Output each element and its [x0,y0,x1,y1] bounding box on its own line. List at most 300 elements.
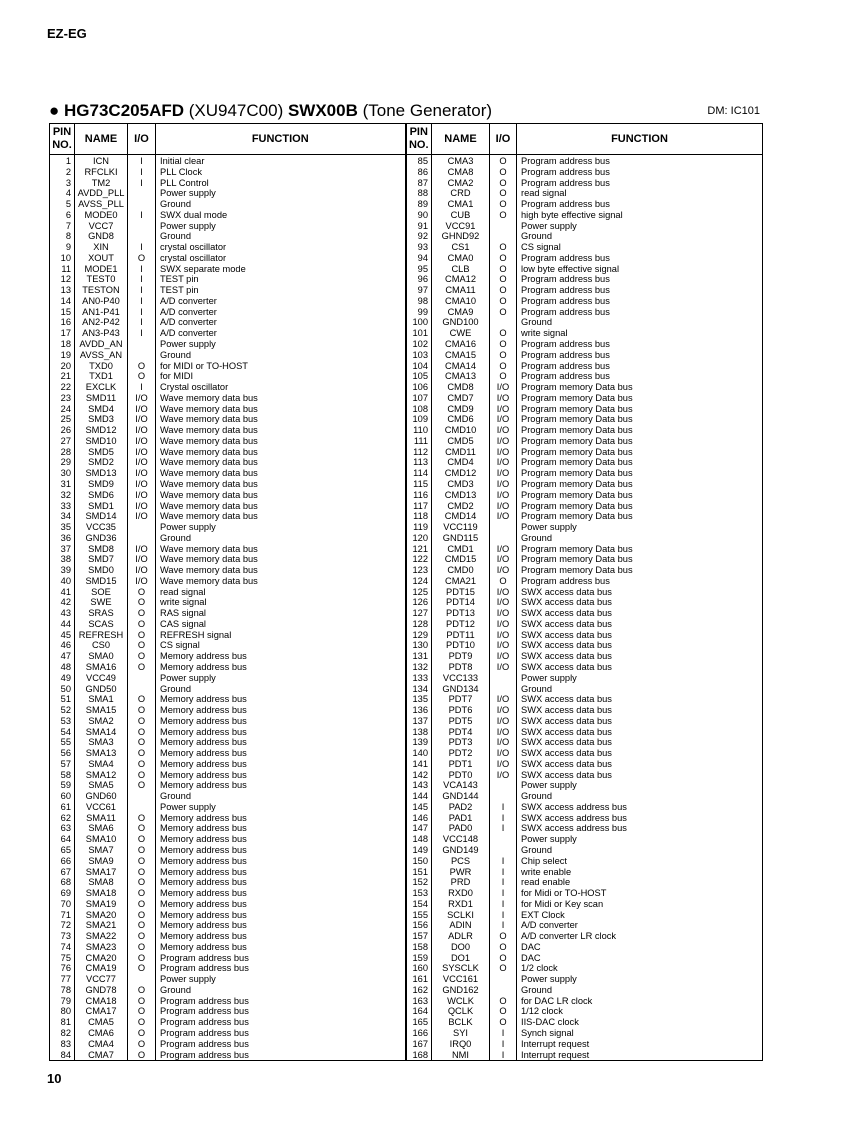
pin-function: SWX access address bus [517,813,763,824]
pin-io: I [490,1039,517,1050]
pin-io: O [490,210,517,221]
pin-number: 72 [50,920,75,931]
pin-number: 125 [406,587,432,598]
table-row [50,823,763,834]
pin-name: CRD [432,188,490,199]
table-row [50,554,763,565]
pin-number: 74 [50,942,75,953]
pin-number: 126 [406,597,432,608]
pin-function: PLL Clock [156,167,406,178]
pin-io: I/O [490,468,517,479]
pin-function: write signal [517,328,763,339]
pin-name: CMA14 [432,361,490,372]
col-name-header: NAME [75,124,128,155]
pin-io: I/O [490,382,517,393]
pin-function: Program address bus [517,274,763,285]
pin-name: CMA20 [75,953,128,964]
pin-name: SMD10 [75,436,128,447]
pin-io: I/O [490,404,517,415]
pin-name: SMA3 [75,737,128,748]
table-row [50,748,763,759]
pin-name: CMA13 [432,371,490,382]
pin-function: Memory address bus [156,845,406,856]
pin-name: VCC77 [75,974,128,985]
table-row [50,694,763,705]
col-io-header: I/O [128,124,156,155]
pin-name: SMD9 [75,479,128,490]
pin-function: Ground [517,231,763,242]
pin-name: AN2-P42 [75,317,128,328]
pin-number: 117 [406,501,432,512]
pin-io: I/O [490,759,517,770]
pin-io: I [490,1028,517,1039]
pin-name: PDT10 [432,640,490,651]
pin-name: NMI [432,1050,490,1061]
pin-number: 10 [50,253,75,264]
pin-io: I/O [490,490,517,501]
pin-name: DO1 [432,953,490,964]
table-row [50,221,763,232]
table-row [50,361,763,372]
pin-function: Memory address bus [156,694,406,705]
pin-name: MODE0 [75,210,128,221]
pin-name: CMD10 [432,425,490,436]
pin-number: 149 [406,845,432,856]
pin-function: Power supply [517,221,763,232]
pin-number: 163 [406,996,432,1007]
pin-name: CMA9 [432,307,490,318]
pin-function: SWX separate mode [156,264,406,275]
pin-number: 151 [406,867,432,878]
section-title-bar [49,101,762,123]
pin-io: O [490,339,517,350]
pin-number: 33 [50,501,75,512]
pin-name: CMA15 [432,350,490,361]
pin-function: SWX access data bus [517,748,763,759]
table-row [50,856,763,867]
pin-name: CWE [432,328,490,339]
pin-io: I/O [490,770,517,781]
pin-number: 52 [50,705,75,716]
pin-io [490,221,517,232]
pin-io: O [128,867,156,878]
pin-io: I/O [128,576,156,587]
pin-number: 30 [50,468,75,479]
pin-name: VCC91 [432,221,490,232]
table-row [50,770,763,781]
pin-name: CMA21 [432,576,490,587]
pin-function: Program address bus [517,307,763,318]
pin-io: O [128,845,156,856]
pin-function: A/D converter [156,328,406,339]
bullet: ● [49,101,60,120]
pin-function: Program address bus [517,155,763,167]
pin-name: SMA1 [75,694,128,705]
table-row [50,155,763,167]
pin-function: Power supply [156,802,406,813]
pin-name: CUB [432,210,490,221]
pin-io: I/O [128,425,156,436]
pin-io: I/O [490,393,517,404]
pin-function: SWX access data bus [517,737,763,748]
pin-number: 11 [50,264,75,275]
pin-function: CS signal [156,640,406,651]
pin-name: SMA7 [75,845,128,856]
pin-io: O [490,576,517,587]
pin-name: SYSCLK [432,963,490,974]
pin-function: Program memory Data bus [517,382,763,393]
pin-function: SWX access data bus [517,770,763,781]
pin-number: 39 [50,565,75,576]
pin-io: I/O [128,404,156,415]
table-row [50,382,763,393]
pin-number: 13 [50,285,75,296]
pin-number: 91 [406,221,432,232]
pin-io: O [128,716,156,727]
pin-function: A/D converter [517,920,763,931]
pin-number: 102 [406,339,432,350]
pin-number: 164 [406,1006,432,1017]
pin-number: 57 [50,759,75,770]
pin-name: SCAS [75,619,128,630]
table-row [50,457,763,468]
col-pin-header-2: PIN NO. [406,124,432,155]
pin-name: VCC161 [432,974,490,985]
pin-io [128,231,156,242]
pin-function: Memory address bus [156,716,406,727]
pin-io: I [490,1050,517,1061]
pin-function: Ground [156,533,406,544]
pin-function: Memory address bus [156,867,406,878]
pin-function: Memory address bus [156,770,406,781]
pin-io: O [490,328,517,339]
pin-io: I/O [490,662,517,673]
pin-io [128,339,156,350]
pin-name: SMA17 [75,867,128,878]
pin-io: I [490,899,517,910]
pin-number: 109 [406,414,432,425]
pin-io [490,780,517,791]
pin-number: 121 [406,544,432,555]
pin-function: Memory address bus [156,877,406,888]
pin-name: SMA12 [75,770,128,781]
pin-function: Wave memory data bus [156,393,406,404]
pin-io [490,684,517,695]
pin-number: 15 [50,307,75,318]
pin-function: Wave memory data bus [156,425,406,436]
table-row [50,404,763,415]
pin-name: SCLKI [432,910,490,921]
pin-io: I [128,382,156,393]
pin-number: 45 [50,630,75,641]
pin-number: 79 [50,996,75,1007]
pin-number: 120 [406,533,432,544]
pin-io: O [490,371,517,382]
pin-name: SMD3 [75,414,128,425]
pin-name: GND162 [432,985,490,996]
pin-function: SWX access data bus [517,727,763,738]
pin-number: 19 [50,350,75,361]
table-row [50,328,763,339]
pin-io: O [128,1017,156,1028]
pin-number: 139 [406,737,432,748]
pin-function: Program address bus [517,576,763,587]
pin-io: O [490,199,517,210]
pin-name: DO0 [432,942,490,953]
pin-io [128,533,156,544]
pin-number: 136 [406,705,432,716]
pin-name: SMD6 [75,490,128,501]
table-row [50,1039,763,1050]
page-header: EZ-EG [47,26,87,41]
pin-io: O [128,920,156,931]
pin-name: PDT8 [432,662,490,673]
table-row [50,587,763,598]
pin-io: I/O [128,565,156,576]
pin-number: 37 [50,544,75,555]
pin-number: 92 [406,231,432,242]
pin-number: 115 [406,479,432,490]
pin-function: Power supply [156,673,406,684]
pin-io: I [128,264,156,275]
pin-io: O [128,856,156,867]
pin-name: VCC61 [75,802,128,813]
table-row [50,296,763,307]
pin-name: SMA0 [75,651,128,662]
pin-function: Power supply [517,834,763,845]
table-row [50,544,763,555]
pin-function: Wave memory data bus [156,414,406,425]
pin-function: Wave memory data bus [156,511,406,522]
pin-number: 156 [406,920,432,931]
pin-function: SWX access address bus [517,823,763,834]
pin-name: PDT3 [432,737,490,748]
pin-io: O [490,942,517,953]
pin-number: 98 [406,296,432,307]
pin-name: RFCLKI [75,167,128,178]
table-row [50,253,763,264]
pin-name: TESTON [75,285,128,296]
pin-name: PDT11 [432,630,490,641]
pin-io: I/O [128,490,156,501]
pin-number: 159 [406,953,432,964]
table-row [50,231,763,242]
pin-name: CMD8 [432,382,490,393]
pin-io: O [490,188,517,199]
pin-io [490,673,517,684]
pin-function: Ground [156,985,406,996]
pin-number: 16 [50,317,75,328]
pin-function: Wave memory data bus [156,404,406,415]
pin-function: Crystal oscillator [156,382,406,393]
pin-io [128,791,156,802]
pin-function: Program memory Data bus [517,479,763,490]
table-row [50,834,763,845]
pin-function: Interrupt request [517,1039,763,1050]
pin-function: Power supply [156,522,406,533]
pin-number: 84 [50,1050,75,1061]
pin-number: 110 [406,425,432,436]
pin-number: 18 [50,339,75,350]
pin-io [490,522,517,533]
pin-function: SWX access data bus [517,694,763,705]
pin-function: Program address bus [156,963,406,974]
table-row [50,274,763,285]
pin-name: SMD4 [75,404,128,415]
table-row [50,942,763,953]
pin-number: 162 [406,985,432,996]
pin-name: SMD8 [75,544,128,555]
pin-name: PDT6 [432,705,490,716]
pin-function: Interrupt request [517,1050,763,1061]
pin-io: O [128,823,156,834]
pin-name: CMD6 [432,414,490,425]
pin-function: Wave memory data bus [156,436,406,447]
pin-function: RAS signal [156,608,406,619]
pin-function: Power supply [156,221,406,232]
pin-io: O [128,619,156,630]
pin-function: IIS-DAC clock [517,1017,763,1028]
pin-function: SWX access data bus [517,619,763,630]
pin-function: 1/12 clock [517,1006,763,1017]
table-row [50,727,763,738]
pin-io: O [128,630,156,641]
pin-io: O [128,640,156,651]
pin-io: O [128,705,156,716]
pin-name: SMA20 [75,910,128,921]
pin-function: Memory address bus [156,737,406,748]
pin-number: 75 [50,953,75,964]
pin-io: I/O [128,468,156,479]
pin-number: 5 [50,199,75,210]
pin-name: CMA6 [75,1028,128,1039]
pin-io: I [490,867,517,878]
pin-number: 96 [406,274,432,285]
table-row [50,285,763,296]
pin-number: 67 [50,867,75,878]
pin-function: Program address bus [156,996,406,1007]
pin-function: Power supply [517,780,763,791]
pin-io: I/O [490,479,517,490]
pin-io: I/O [490,651,517,662]
pin-function: high byte effective signal [517,210,763,221]
pin-number: 132 [406,662,432,673]
pin-io [128,673,156,684]
pin-io [128,221,156,232]
table-row [50,479,763,490]
pin-name: QCLK [432,1006,490,1017]
pin-io: I [128,242,156,253]
pin-io: O [128,371,156,382]
pin-io: O [128,597,156,608]
pin-function: Ground [517,533,763,544]
pin-name: CMD3 [432,479,490,490]
pin-function: SWX access data bus [517,705,763,716]
pin-io: I/O [490,414,517,425]
pin-name: PCS [432,856,490,867]
pin-io [128,802,156,813]
pin-name: AVDD_PLL [75,188,128,199]
pin-io: O [128,931,156,942]
pin-function: Program memory Data bus [517,404,763,415]
pin-name: SMD0 [75,565,128,576]
pin-io [490,791,517,802]
pin-io: I/O [490,436,517,447]
pin-function: SWX access data bus [517,587,763,598]
pin-number: 88 [406,188,432,199]
pin-number: 130 [406,640,432,651]
pin-name: ICN [75,155,128,167]
pin-io: O [128,694,156,705]
pin-number: 80 [50,1006,75,1017]
pin-io: I/O [128,479,156,490]
table-row [50,931,763,942]
pin-io: I/O [490,457,517,468]
pin-name: SMA14 [75,727,128,738]
pin-io: I [128,317,156,328]
pin-io: I [128,285,156,296]
pin-name: VCC7 [75,221,128,232]
pin-number: 143 [406,780,432,791]
pin-number: 66 [50,856,75,867]
pin-name: PAD2 [432,802,490,813]
pin-io: I [128,178,156,189]
pin-io: O [128,253,156,264]
table-row [50,877,763,888]
pin-number: 83 [50,1039,75,1050]
pin-function: Program address bus [517,361,763,372]
chip-description: (Tone Generator) [357,101,493,120]
pin-name: PRD [432,877,490,888]
pin-function: Memory address bus [156,910,406,921]
table-row [50,910,763,921]
pin-function: low byte effective signal [517,264,763,275]
pin-number: 145 [406,802,432,813]
table-row [50,576,763,587]
pin-number: 155 [406,910,432,921]
pin-name: SMA13 [75,748,128,759]
pin-function: PLL Control [156,178,406,189]
pin-io: I [490,920,517,931]
pin-function: Program memory Data bus [517,511,763,522]
pin-io: O [128,748,156,759]
pin-function: Program address bus [156,1006,406,1017]
pin-name: CMD7 [432,393,490,404]
pin-name: MODE1 [75,264,128,275]
pin-io: I/O [128,393,156,404]
pin-number: 116 [406,490,432,501]
table-row [50,662,763,673]
pin-number: 124 [406,576,432,587]
pin-io: O [490,1006,517,1017]
pin-number: 77 [50,974,75,985]
pin-number: 134 [406,684,432,695]
pin-io: I [128,167,156,178]
pin-name: SMA4 [75,759,128,770]
pin-number: 131 [406,651,432,662]
pin-name: GND36 [75,533,128,544]
pin-function: Memory address bus [156,780,406,791]
pin-name: CMA10 [432,296,490,307]
pin-io: I/O [128,457,156,468]
pin-name: AVSS_AN [75,350,128,361]
pin-io: O [128,1039,156,1050]
pin-function: Program memory Data bus [517,554,763,565]
pin-number: 114 [406,468,432,479]
pin-number: 22 [50,382,75,393]
table-row [50,414,763,425]
table-row [50,780,763,791]
